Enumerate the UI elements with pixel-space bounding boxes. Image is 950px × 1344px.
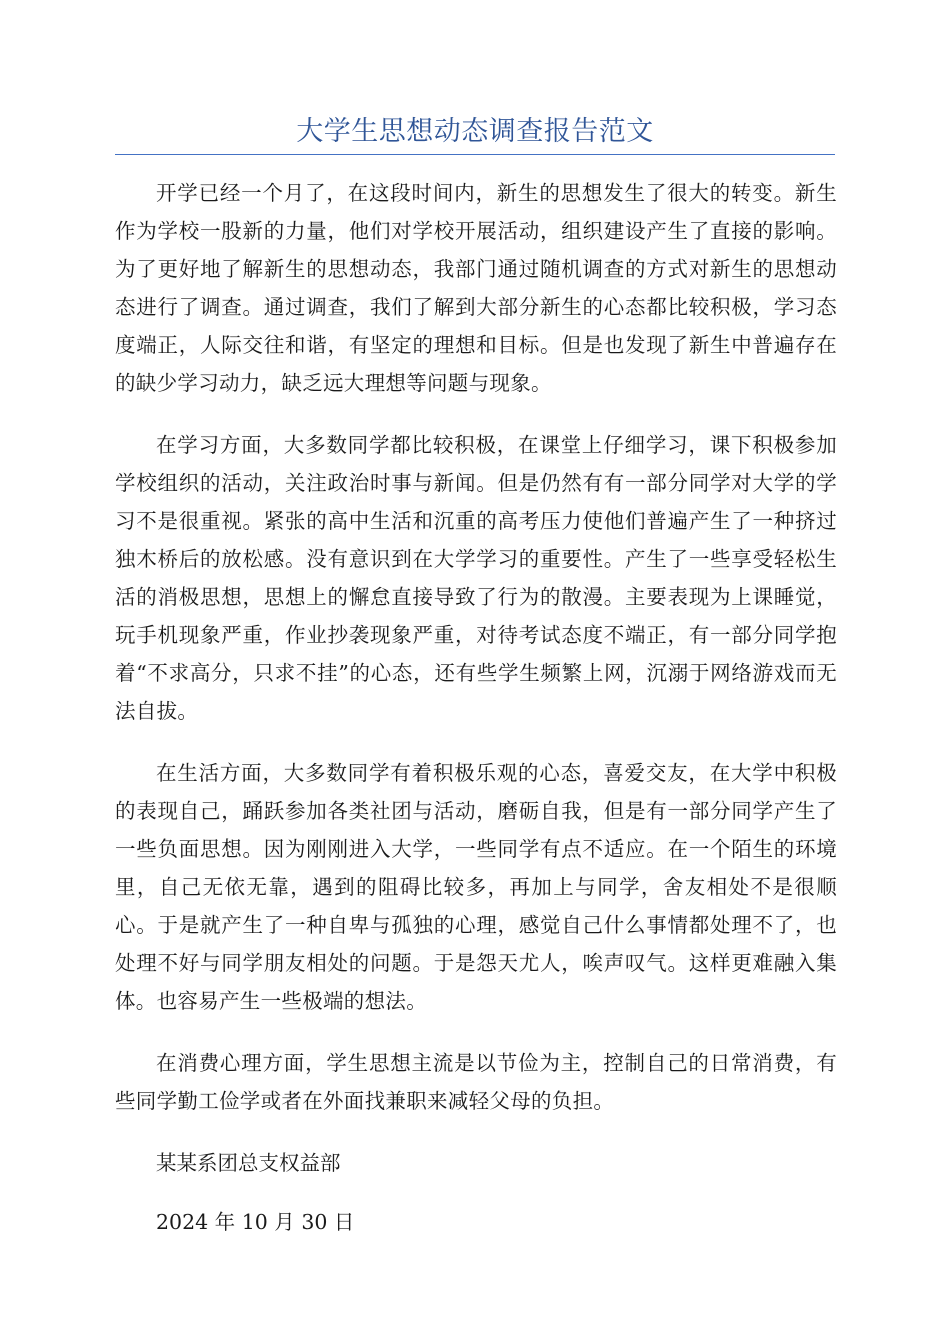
signature-line: 某某系团总支权益部 — [156, 1151, 341, 1175]
paragraph-life: 在生活方面，大多数同学有着积极乐观的心态，喜爱交友，在大学中积极的表现自己，踊跃参加各类社团与活动，磨砺自我，但是有一部分同学产生了一些负面思想。因为刚刚进入大学，一些同学有点不适应。在一个陌生的环境里，自己无依无靠，遇到的阻碍比较多，再加上与同学，舍友相处不是很顺心。于是就产生了一种自卑与孤独的心理，感觉自己什么事情都处理不了，也处理不好与同学朋友相处的问题。于是怨天尤人，唉声叹气。这样更难融入集体。也容易产生一些极端的想法。 — [115, 761, 837, 1013]
paragraph-consumption: 在消费心理方面，学生思想主流是以节俭为主，控制自己的日常消费，有些同学勤工俭学或者在外面找兼职来减轻父母的负担。 — [115, 1051, 837, 1113]
paragraph-intro: 开学已经一个月了，在这段时间内，新生的思想发生了很大的转变。新生作为学校一股新的力量，他们对学校开展活动，组织建设产生了直接的影响。为了更好地了解新生的思想动态，我部门通过随机调查的方式对新生的思想动态进行了调查。通过调查，我们了解到大部分新生的心态都比较积极，学习态度端正，人际交往和谐，有坚定的理想和目标。但是也发现了新生中普遍存在的缺少学习动力，缺乏远大理想等问题与现象。 — [115, 181, 837, 395]
paragraph-study: 在学习方面，大多数同学都比较积极，在课堂上仔细学习，课下积极参加学校组织的活动，关注政治时事与新闻。但是仍然有有一部分同学对大学的学习不是很重视。紧张的高中生活和沉重的高考压力使他们普遍产生了一种挤过独木桥后的放松感。没有意识到在大学学习的重要性。产生了一些享受轻松生活的消极思想，思想上的懈怠直接导致了行为的散漫。主要表现为上课睡觉，玩手机现象严重，作业抄袭现象严重，对待考试态度不端正，有一部分同学抱着“不求高分，只求不挂”的心态，还有些学生频繁上网，沉溺于网络游戏而无法自拔。 — [115, 433, 837, 723]
date-line: 2024 年 10 月 30 日 — [156, 1210, 355, 1234]
document-body — [115, 174, 837, 1262]
document-title: 大学生思想动态调查报告范文 — [296, 116, 654, 147]
title-underline — [115, 154, 835, 155]
